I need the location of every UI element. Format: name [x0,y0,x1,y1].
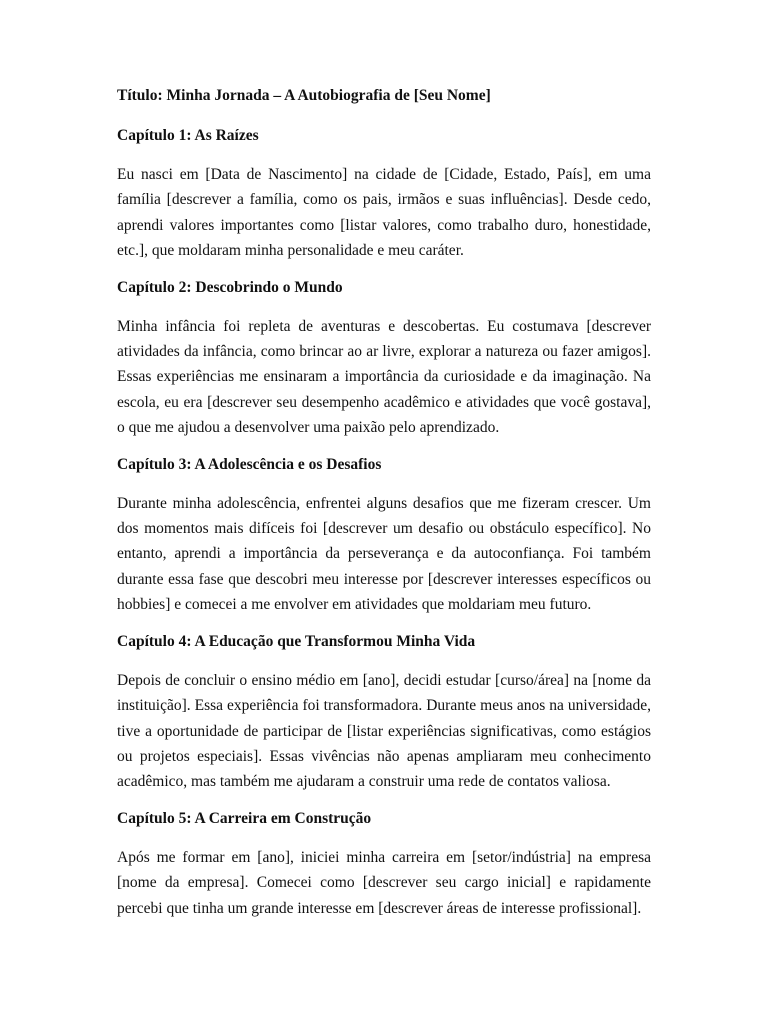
document-page [117,86,651,921]
document-title: Título: Minha Jornada – A Autobiografia de [Seu Nome] [117,87,491,104]
chapter-3 [117,455,651,618]
chapter-5 [117,809,651,921]
chapter-paragraph: Minha infância foi repleta de aventuras e descobertas. Eu costumava [descrever atividades da infância, como brincar ao ar livre, explorar a natureza ou fazer amigos]. Essas experiências me ensinaram a importância da curiosidade e da imaginação. Na escola, eu era [descrever seu desempenho acadêmico e atividades que você gostava], o que me ajudou a desenvolver uma paixão pelo aprendizado. [117,317,651,437]
chapter-1 [117,126,651,264]
chapter-4 [117,632,651,795]
chapter-paragraph: Após me formar em [ano], iniciei minha carreira em [setor/indústria] na empresa [nome da empresa]. Comecei como [descrever seu cargo inicial] e rapidamente percebi que tinha um grande interesse em [descrever áreas de interesse profissional]. [117,848,651,917]
chapter-paragraph: Durante minha adolescência, enfrentei alguns desafios que me fizeram crescer. Um dos momentos mais difíceis foi [descrever um desafio ou obstáculo específico]. No entanto, aprendi a importância da perseverança e da autoconfiança. Foi também durante essa fase que descobri meu interesse por [descrever interesses específicos ou hobbies] e comecei a me envolver em atividades que moldariam meu futuro. [117,494,651,614]
chapter-heading: Capítulo 3: A Adolescência e os Desafios [117,455,382,473]
chapter-heading: Capítulo 1: As Raízes [117,127,259,144]
chapter-2 [117,278,651,441]
chapter-heading: Capítulo 4: A Educação que Transformou Minha Vida [117,632,476,650]
chapter-heading: Capítulo 2: Descobrindo o Mundo [117,278,343,296]
chapter-paragraph: Depois de concluir o ensino médio em [ano], decidi estudar [curso/área] na [nome da instituição]. Essa experiência foi transformadora. Durante meus anos na universidade, tive a oportunidade de participar de [listar experiências significativas, como estágios ou projetos especiais]. Essas vivências não apenas ampliaram meu conhecimento acadêmico, mas também me ajudaram a construir uma rede de contatos valiosa. [117,671,651,791]
chapter-heading: Capítulo 5: A Carreira em Construção [117,809,372,827]
chapter-paragraph: Eu nasci em [Data de Nascimento] na cidade de [Cidade, Estado, País], em uma família [descrever a família, como os pais, irmãos e suas influências]. Desde cedo, aprendi valores importantes como [listar valores, como trabalho duro, honestidade, etc.], que moldaram minha personalidade e meu caráter. [117,166,651,260]
